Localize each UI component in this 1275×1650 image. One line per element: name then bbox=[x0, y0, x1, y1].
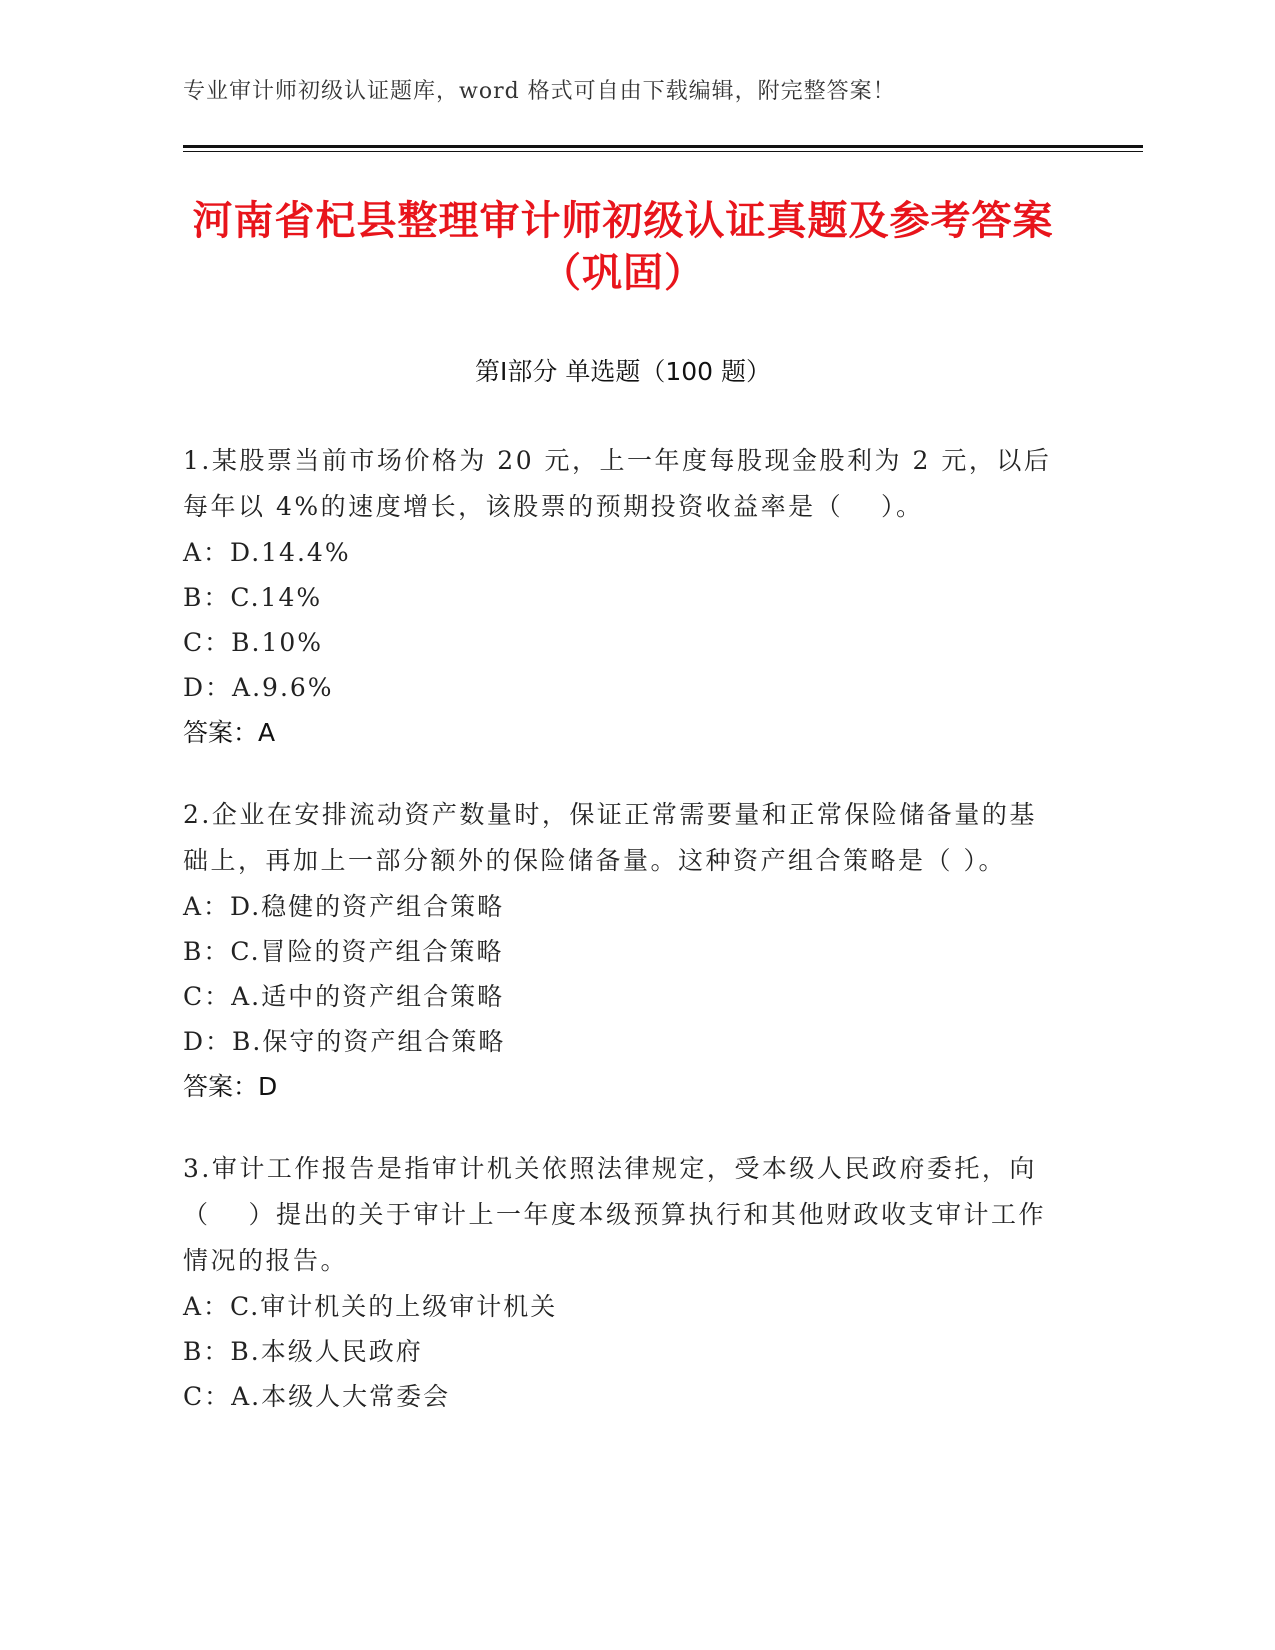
option-b: B：B.本级人民政府 bbox=[183, 1337, 423, 1366]
option-d: D：A.9.6% bbox=[183, 673, 334, 702]
option-c: C：B.10% bbox=[183, 628, 324, 657]
option-c: C：A.适中的资产组合策略 bbox=[183, 982, 505, 1011]
section-title: 第Ⅰ部分 单选题（100 题） bbox=[475, 357, 771, 386]
option-a: A：C.审计机关的上级审计机关 bbox=[183, 1292, 558, 1321]
question-3 bbox=[183, 1146, 1063, 1419]
question-list bbox=[183, 438, 1063, 1455]
question-stem: 1.某股票当前市场价格为 20 元，上一年度每股现金股利为 2 元，以后每年以 4%的速度增长，该股票的预期投资收益率是（ ）。 bbox=[183, 446, 1052, 521]
option-c: C：A.本级人大常委会 bbox=[183, 1382, 451, 1411]
question-stem: 2.企业在安排流动资产数量时，保证正常需要量和正常保险储备量的基础上，再加上一部分额外的保险储备量。这种资产组合策略是（ ）。 bbox=[183, 800, 1037, 875]
header-rule-thin bbox=[183, 151, 1143, 152]
header-note: 专业审计师初级认证题库，word 格式可自由下载编辑，附完整答案！ bbox=[183, 79, 896, 104]
header-rule-thick bbox=[183, 145, 1143, 148]
option-d: D：B.保守的资产组合策略 bbox=[183, 1027, 506, 1056]
question-1 bbox=[183, 438, 1063, 756]
question-answer: 答案：A bbox=[183, 718, 276, 747]
question-2 bbox=[183, 792, 1063, 1110]
question-answer: 答案：D bbox=[183, 1072, 278, 1101]
document-title: 河南省杞县整理审计师初级认证真题及参考答案（巩固） bbox=[192, 198, 1054, 296]
option-b: B：C.冒险的资产组合策略 bbox=[183, 937, 504, 966]
option-a: A：D.14.4% bbox=[183, 538, 351, 567]
question-stem: 3.审计工作报告是指审计机关依照法律规定，受本级人民政府委托，向（ ）提出的关于审计上一年度本级预算执行和其他财政收支审计工作情况的报告。 bbox=[183, 1154, 1046, 1275]
option-a: A：D.稳健的资产组合策略 bbox=[183, 892, 505, 921]
option-b: B：C.14% bbox=[183, 583, 323, 612]
